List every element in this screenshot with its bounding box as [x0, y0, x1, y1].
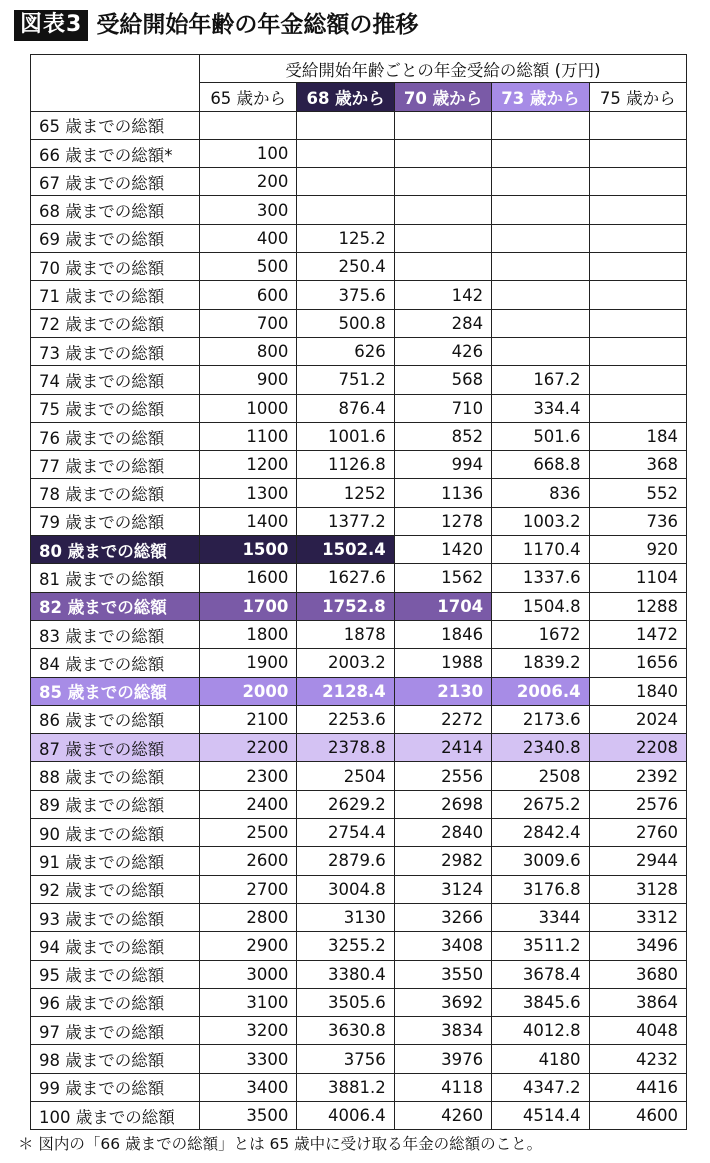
table-cell: 3344	[492, 903, 589, 931]
table-cell: 994	[394, 451, 491, 479]
table-cell	[394, 111, 491, 139]
table-cell: 2300	[200, 762, 297, 790]
table-cell: 3976	[394, 1045, 491, 1073]
figure-badge: 図表3	[14, 10, 88, 41]
table-caption: 受給開始年齢ごとの年金受給の総額 (万円)	[200, 55, 687, 83]
row-label: 90 歳までの総額	[31, 819, 200, 847]
table-cell: 800	[200, 337, 297, 365]
table-cell: 200	[200, 168, 297, 196]
table-cell: 2879.6	[297, 847, 394, 875]
table-cell	[394, 224, 491, 252]
table-cell	[589, 253, 686, 281]
table-cell: 668.8	[492, 451, 589, 479]
table-cell: 2272	[394, 705, 491, 733]
table-cell	[492, 309, 589, 337]
table-cell: 2675.2	[492, 790, 589, 818]
row-label: 71 歳までの総額	[31, 281, 200, 309]
table-row	[31, 309, 687, 337]
table-cell	[589, 309, 686, 337]
table-cell: 1839.2	[492, 649, 589, 677]
table-cell: 3511.2	[492, 932, 589, 960]
table-cell	[589, 366, 686, 394]
table-row	[31, 819, 687, 847]
table-cell: 500.8	[297, 309, 394, 337]
table-cell: 1500	[200, 536, 297, 564]
table-cell: 2130	[394, 677, 491, 705]
table-row	[31, 253, 687, 281]
table-row	[31, 705, 687, 733]
table-row	[31, 903, 687, 931]
table-row	[31, 677, 687, 705]
table-row	[31, 592, 687, 620]
table-row	[31, 762, 687, 790]
table-cell: 700	[200, 309, 297, 337]
table-cell: 3834	[394, 1017, 491, 1045]
table-cell: 3380.4	[297, 960, 394, 988]
table-cell: 3756	[297, 1045, 394, 1073]
table-cell: 3496	[589, 932, 686, 960]
table-cell	[492, 196, 589, 224]
row-label: 74 歳までの総額	[31, 366, 200, 394]
table-corner-cell	[31, 55, 200, 112]
table-cell: 4416	[589, 1073, 686, 1101]
row-label: 89 歳までの総額	[31, 790, 200, 818]
table-cell: 1846	[394, 620, 491, 648]
table-cell: 334.4	[492, 394, 589, 422]
table-row	[31, 988, 687, 1016]
table-cell: 3400	[200, 1073, 297, 1101]
table-cell: 1288	[589, 592, 686, 620]
table-cell: 710	[394, 394, 491, 422]
row-label: 86 歳までの総額	[31, 705, 200, 733]
column-header-68: 68 歳から	[297, 83, 394, 111]
table-cell: 2800	[200, 903, 297, 931]
table-cell: 1656	[589, 649, 686, 677]
table-cell: 1752.8	[297, 592, 394, 620]
table-cell: 3100	[200, 988, 297, 1016]
table-cell: 4180	[492, 1045, 589, 1073]
row-label: 73 歳までの総額	[31, 337, 200, 365]
table-row	[31, 734, 687, 762]
table-row	[31, 875, 687, 903]
table-cell: 300	[200, 196, 297, 224]
table-row	[31, 620, 687, 648]
table-cell	[492, 111, 589, 139]
table-cell	[492, 337, 589, 365]
table-cell: 4118	[394, 1073, 491, 1101]
table-cell: 2700	[200, 875, 297, 903]
table-row	[31, 1073, 687, 1101]
table-row	[31, 1017, 687, 1045]
table-cell: 3505.6	[297, 988, 394, 1016]
row-label: 76 歳までの総額	[31, 422, 200, 450]
table-cell	[492, 224, 589, 252]
table-cell: 1300	[200, 479, 297, 507]
table-cell: 552	[589, 479, 686, 507]
figure-title-text: 受給開始年齢の年金総額の推移	[96, 12, 419, 38]
table-cell: 2576	[589, 790, 686, 818]
table-cell: 3128	[589, 875, 686, 903]
row-label: 75 歳までの総額	[31, 394, 200, 422]
table-cell: 1900	[200, 649, 297, 677]
table-cell: 1104	[589, 564, 686, 592]
table-cell: 3550	[394, 960, 491, 988]
table-cell: 400	[200, 224, 297, 252]
table-cell	[394, 168, 491, 196]
row-label: 96 歳までの総額	[31, 988, 200, 1016]
table-cell	[589, 168, 686, 196]
row-label: 81 歳までの総額	[31, 564, 200, 592]
table-cell: 1600	[200, 564, 297, 592]
table-cell: 2100	[200, 705, 297, 733]
table-cell: 3408	[394, 932, 491, 960]
table-cell	[589, 139, 686, 167]
table-row	[31, 422, 687, 450]
table-row	[31, 337, 687, 365]
table-cell: 3266	[394, 903, 491, 931]
column-header-70: 70 歳から	[394, 83, 491, 111]
table-row	[31, 479, 687, 507]
table-cell: 2900	[200, 932, 297, 960]
table-cell: 1878	[297, 620, 394, 648]
row-label: 94 歳までの総額	[31, 932, 200, 960]
table-cell: 1252	[297, 479, 394, 507]
table-cell: 100	[200, 139, 297, 167]
row-label: 78 歳までの総額	[31, 479, 200, 507]
table-row	[31, 168, 687, 196]
table-cell: 2392	[589, 762, 686, 790]
table-cell: 2500	[200, 819, 297, 847]
table-cell: 2253.6	[297, 705, 394, 733]
table-cell: 3864	[589, 988, 686, 1016]
table-cell	[492, 253, 589, 281]
row-label: 97 歳までの総額	[31, 1017, 200, 1045]
table-cell: 836	[492, 479, 589, 507]
table-cell: 1504.8	[492, 592, 589, 620]
table-row	[31, 196, 687, 224]
row-label: 72 歳までの総額	[31, 309, 200, 337]
column-header-73: 73 歳から	[492, 83, 589, 111]
table-cell: 3692	[394, 988, 491, 1016]
table-row	[31, 649, 687, 677]
table-cell: 4048	[589, 1017, 686, 1045]
table-cell: 1170.4	[492, 536, 589, 564]
table-cell: 1627.6	[297, 564, 394, 592]
row-label: 100 歳までの総額	[31, 1101, 200, 1129]
row-label: 93 歳までの総額	[31, 903, 200, 931]
table-cell: 626	[297, 337, 394, 365]
table-cell: 900	[200, 366, 297, 394]
table-cell: 1800	[200, 620, 297, 648]
table-row	[31, 847, 687, 875]
table-cell	[200, 111, 297, 139]
table-row	[31, 281, 687, 309]
row-label: 88 歳までの総額	[31, 762, 200, 790]
table-cell: 1278	[394, 507, 491, 535]
table-cell: 1136	[394, 479, 491, 507]
figure-title	[14, 8, 418, 42]
table-cell: 3255.2	[297, 932, 394, 960]
table-cell: 3000	[200, 960, 297, 988]
table-cell: 1003.2	[492, 507, 589, 535]
table-row	[31, 139, 687, 167]
table-cell: 4260	[394, 1101, 491, 1129]
table-cell: 2698	[394, 790, 491, 818]
table-cell: 184	[589, 422, 686, 450]
table-cell: 4514.4	[492, 1101, 589, 1129]
table-row	[31, 1101, 687, 1129]
table-cell: 2208	[589, 734, 686, 762]
table-cell: 2340.8	[492, 734, 589, 762]
table-cell: 3200	[200, 1017, 297, 1045]
row-label: 80 歳までの総額	[31, 536, 200, 564]
table-cell: 167.2	[492, 366, 589, 394]
table-row	[31, 790, 687, 818]
table-cell: 1502.4	[297, 536, 394, 564]
table-cell: 3500	[200, 1101, 297, 1129]
row-label: 66 歳までの総額*	[31, 139, 200, 167]
table-cell: 2760	[589, 819, 686, 847]
table-cell: 2414	[394, 734, 491, 762]
table-cell: 751.2	[297, 366, 394, 394]
table-row	[31, 394, 687, 422]
table-cell: 2556	[394, 762, 491, 790]
table-cell: 1200	[200, 451, 297, 479]
table-cell: 142	[394, 281, 491, 309]
table-cell	[492, 281, 589, 309]
table-row	[31, 564, 687, 592]
table-cell: 2003.2	[297, 649, 394, 677]
table-cell: 852	[394, 422, 491, 450]
row-label: 77 歳までの総額	[31, 451, 200, 479]
table-cell: 2982	[394, 847, 491, 875]
table-cell: 2754.4	[297, 819, 394, 847]
column-header-75: 75 歳から	[589, 83, 686, 111]
row-label: 65 歳までの総額	[31, 111, 200, 139]
row-label: 70 歳までの総額	[31, 253, 200, 281]
table-cell	[297, 111, 394, 139]
table-cell: 1377.2	[297, 507, 394, 535]
table-cell: 2128.4	[297, 677, 394, 705]
table-cell: 3845.6	[492, 988, 589, 1016]
table-cell: 1472	[589, 620, 686, 648]
column-header-65: 65 歳から	[200, 83, 297, 111]
table-row	[31, 932, 687, 960]
table-row	[31, 111, 687, 139]
table-cell: 501.6	[492, 422, 589, 450]
table-cell: 2600	[200, 847, 297, 875]
table-cell: 3630.8	[297, 1017, 394, 1045]
table-cell	[492, 139, 589, 167]
row-label: 79 歳までの総額	[31, 507, 200, 535]
footnote: ＊ 図内の「66 歳までの総額」とは 65 歳中に受け取る年金の総額のこと。	[18, 1135, 543, 1153]
table-cell: 3009.6	[492, 847, 589, 875]
table-cell: 2024	[589, 705, 686, 733]
row-label: 83 歳までの総額	[31, 620, 200, 648]
table-cell: 2006.4	[492, 677, 589, 705]
table-cell: 1001.6	[297, 422, 394, 450]
table-cell: 1672	[492, 620, 589, 648]
table-cell: 4006.4	[297, 1101, 394, 1129]
table-row	[31, 507, 687, 535]
table-cell	[589, 224, 686, 252]
table-row	[31, 224, 687, 252]
table-row	[31, 1045, 687, 1073]
table-cell: 600	[200, 281, 297, 309]
table-row	[31, 536, 687, 564]
table-cell	[394, 196, 491, 224]
table-cell: 2508	[492, 762, 589, 790]
row-label: 67 歳までの総額	[31, 168, 200, 196]
table-cell: 250.4	[297, 253, 394, 281]
row-label: 68 歳までの総額	[31, 196, 200, 224]
table-cell: 1100	[200, 422, 297, 450]
table-cell	[589, 196, 686, 224]
table-cell: 3176.8	[492, 875, 589, 903]
table-cell: 568	[394, 366, 491, 394]
table-cell: 3680	[589, 960, 686, 988]
table-cell: 4012.8	[492, 1017, 589, 1045]
table-cell: 1000	[200, 394, 297, 422]
table-cell: 2840	[394, 819, 491, 847]
table-cell: 500	[200, 253, 297, 281]
table-cell: 375.6	[297, 281, 394, 309]
table-row	[31, 366, 687, 394]
table-cell: 736	[589, 507, 686, 535]
table-cell: 3300	[200, 1045, 297, 1073]
table-cell	[297, 196, 394, 224]
table-cell: 1700	[200, 592, 297, 620]
pension-total-table	[30, 54, 687, 1130]
table-cell: 1420	[394, 536, 491, 564]
table-cell: 2944	[589, 847, 686, 875]
table-cell: 920	[589, 536, 686, 564]
table-cell: 4347.2	[492, 1073, 589, 1101]
table-cell: 1704	[394, 592, 491, 620]
table-cell	[394, 253, 491, 281]
table-cell: 2200	[200, 734, 297, 762]
table-cell	[589, 111, 686, 139]
table-cell: 3130	[297, 903, 394, 931]
table-cell	[589, 281, 686, 309]
table-cell: 1840	[589, 677, 686, 705]
table-cell: 426	[394, 337, 491, 365]
table-cell: 3312	[589, 903, 686, 931]
table-cell: 4232	[589, 1045, 686, 1073]
table-cell: 2173.6	[492, 705, 589, 733]
table-cell: 125.2	[297, 224, 394, 252]
table-cell: 3881.2	[297, 1073, 394, 1101]
row-label: 95 歳までの総額	[31, 960, 200, 988]
row-label: 91 歳までの総額	[31, 847, 200, 875]
table-cell	[394, 139, 491, 167]
row-label: 69 歳までの総額	[31, 224, 200, 252]
table-body	[31, 111, 687, 1130]
table-cell: 2504	[297, 762, 394, 790]
table-cell	[589, 337, 686, 365]
row-label: 92 歳までの総額	[31, 875, 200, 903]
table-cell: 1400	[200, 507, 297, 535]
table-cell: 1126.8	[297, 451, 394, 479]
table-cell: 2629.2	[297, 790, 394, 818]
table-cell: 3124	[394, 875, 491, 903]
table-cell: 2000	[200, 677, 297, 705]
table-cell	[297, 139, 394, 167]
table-cell: 4600	[589, 1101, 686, 1129]
table-cell: 2378.8	[297, 734, 394, 762]
row-label: 99 歳までの総額	[31, 1073, 200, 1101]
table-row	[31, 960, 687, 988]
row-label: 87 歳までの総額	[31, 734, 200, 762]
table-cell: 876.4	[297, 394, 394, 422]
table-cell	[589, 394, 686, 422]
table-cell: 1562	[394, 564, 491, 592]
table-cell	[492, 168, 589, 196]
table-cell: 2400	[200, 790, 297, 818]
row-label: 82 歳までの総額	[31, 592, 200, 620]
table-cell: 2842.4	[492, 819, 589, 847]
row-label: 85 歳までの総額	[31, 677, 200, 705]
table-row	[31, 451, 687, 479]
table-cell: 284	[394, 309, 491, 337]
row-label: 98 歳までの総額	[31, 1045, 200, 1073]
table-cell: 3678.4	[492, 960, 589, 988]
table-cell: 3004.8	[297, 875, 394, 903]
table-cell: 368	[589, 451, 686, 479]
table-cell: 1337.6	[492, 564, 589, 592]
row-label: 84 歳までの総額	[31, 649, 200, 677]
table-cell: 1988	[394, 649, 491, 677]
table-cell	[297, 168, 394, 196]
